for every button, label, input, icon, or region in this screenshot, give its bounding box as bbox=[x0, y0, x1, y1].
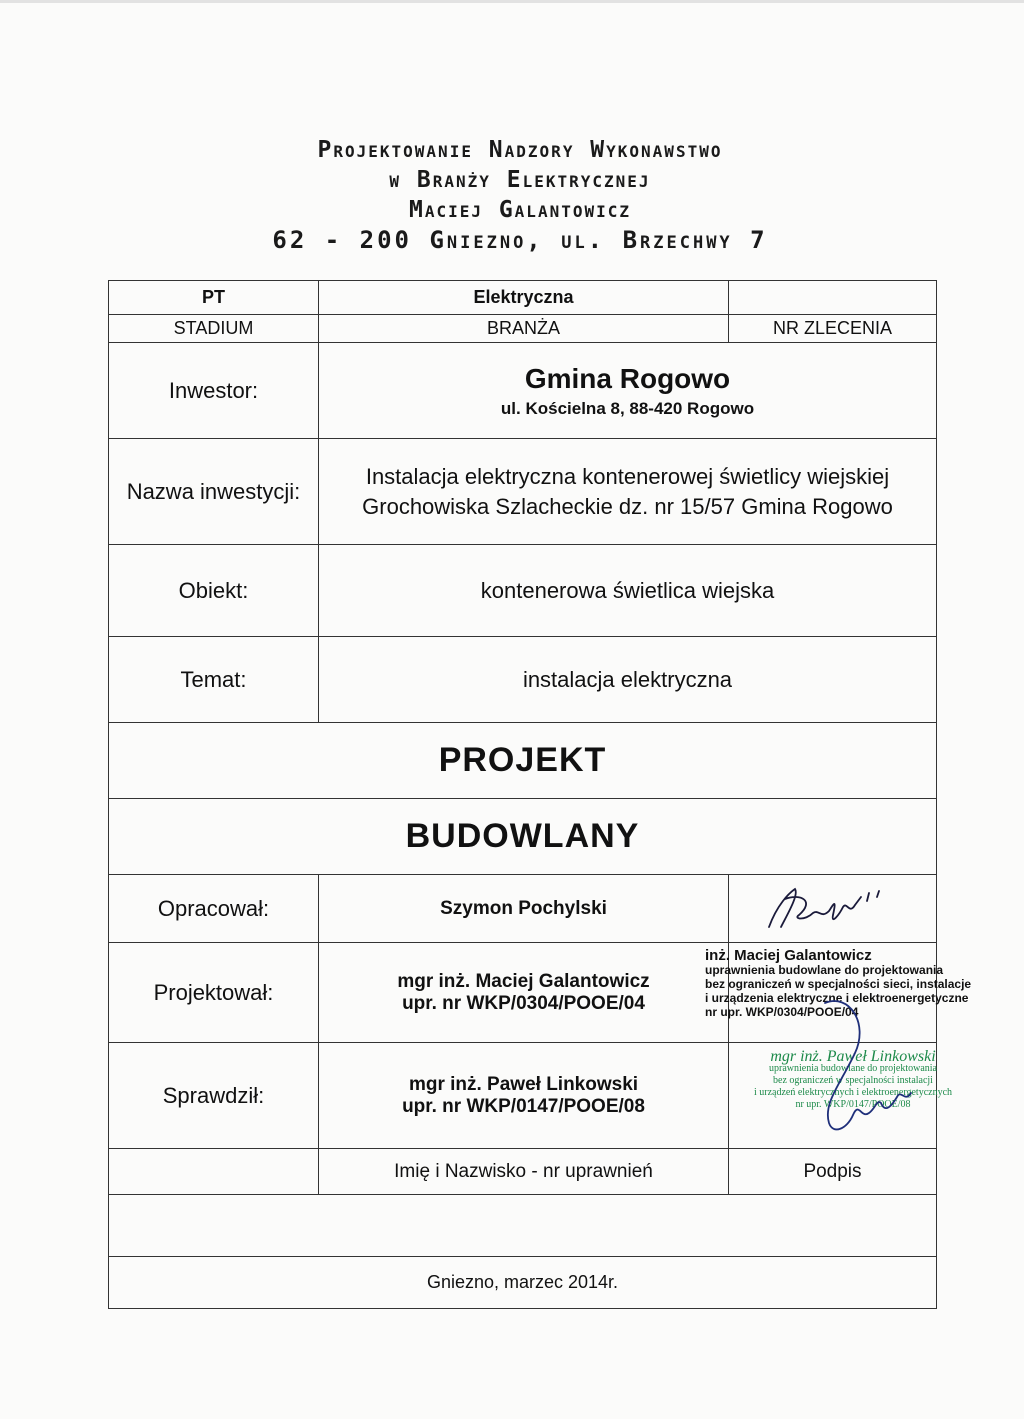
temat-value: instalacja elektryczna bbox=[319, 637, 937, 723]
branza-value: Elektryczna bbox=[319, 281, 729, 315]
stamp-maciej-line-3: i urządzenia elektryczne i elektroenergetyczne bbox=[705, 991, 969, 1005]
caption-signature-column: Podpis bbox=[729, 1149, 937, 1195]
stadium-value: PT bbox=[109, 281, 319, 315]
projektowal-stamp-cell bbox=[705, 943, 972, 1043]
scan-edge bbox=[0, 0, 1024, 3]
stamp-pawel-line-2: bez ograniczeń w specjalności instalacji bbox=[773, 1075, 933, 1086]
caption-name-column: Imię i Nazwisko - nr uprawnień bbox=[319, 1149, 729, 1195]
company-header bbox=[160, 135, 880, 255]
document-title-line-2: BUDOWLANY bbox=[109, 799, 937, 875]
caption-empty-cell bbox=[109, 1149, 319, 1195]
title-page-table bbox=[108, 280, 972, 1309]
nazwa-line-2: Grochowiska Szlacheckie dz. nr 15/57 Gmina Rogowo bbox=[362, 493, 893, 519]
inwestor-value bbox=[319, 343, 937, 439]
obiekt-value: kontenerowa świetlica wiejska bbox=[319, 545, 937, 637]
stamp-pawel-line-4: nr upr. WKP/0147/POOE/08 bbox=[795, 1099, 911, 1110]
empty-row bbox=[109, 1195, 937, 1257]
branza-label: BRANŻA bbox=[319, 315, 729, 343]
stadium-label: STADIUM bbox=[109, 315, 319, 343]
obiekt-label: Obiekt: bbox=[109, 545, 319, 637]
stamp-maciej-line-1: uprawnienia budowlane do projektowania bbox=[705, 963, 944, 977]
nazwa-value bbox=[319, 439, 937, 545]
company-line-1: Projektowanie Nadzory Wykonawstwo bbox=[317, 137, 723, 163]
place-and-date: Gniezno, marzec 2014r. bbox=[109, 1257, 937, 1309]
stamp-maciej-galantowicz bbox=[705, 949, 995, 1019]
stamp-maciej-line-2: bez ograniczeń w specjalności sieci, instalacje bbox=[705, 977, 972, 991]
sprawdzil-value bbox=[319, 1043, 729, 1149]
temat-label: Temat: bbox=[109, 637, 319, 723]
projektowal-value bbox=[319, 943, 729, 1043]
nazwa-label: Nazwa inwestycji: bbox=[109, 439, 319, 545]
projektowal-upr: upr. nr WKP/0304/POOE/04 bbox=[402, 992, 645, 1014]
nr-zlecenia-value bbox=[729, 281, 937, 315]
stamp-pawel-name: mgr inż. Paweł Linkowski bbox=[770, 1048, 936, 1065]
nazwa-line-1: Instalacja elektryczna kontenerowej świetlicy wiejskiej bbox=[365, 463, 890, 489]
opracowal-signature bbox=[729, 875, 937, 943]
inwestor-name: Gmina Rogowo bbox=[524, 362, 731, 394]
stamp-maciej-line-4: nr upr. WKP/0304/POOE/04 bbox=[705, 1005, 859, 1019]
inwestor-address: ul. Kościelna 8, 88-420 Rogowo bbox=[500, 398, 755, 418]
nr-zlecenia-label: NR ZLECENIA bbox=[729, 315, 937, 343]
sprawdzil-stamp-cell bbox=[729, 1043, 953, 1149]
stamp-maciej-name: inż. Maciej Galantowicz bbox=[705, 947, 872, 964]
company-address: 62 - 200 Gniezno, ul. Brzechwy 7 bbox=[272, 226, 768, 254]
opracowal-name: Szymon Pochylski bbox=[319, 875, 729, 943]
sprawdzil-label: Sprawdził: bbox=[109, 1043, 319, 1149]
document-title-line-1: PROJEKT bbox=[109, 723, 937, 799]
stamp-pawel-linkowski bbox=[733, 1048, 973, 1111]
sprawdzil-name: mgr inż. Paweł Linkowski bbox=[408, 1073, 639, 1095]
projektowal-label: Projektował: bbox=[109, 943, 319, 1043]
inwestor-label: Inwestor: bbox=[109, 343, 319, 439]
stamp-pawel-line-1: uprawnienia budowlane do projektowania bbox=[768, 1063, 937, 1074]
stamp-pawel-line-3: i urządzeń elektrycznych i elektroenergetycznych bbox=[753, 1087, 953, 1098]
company-line-2: w Branży Elektrycznej bbox=[389, 167, 651, 193]
sprawdzil-upr: upr. nr WKP/0147/POOE/08 bbox=[402, 1095, 645, 1117]
opracowal-label: Opracował: bbox=[109, 875, 319, 943]
company-line-3: Maciej Galantowicz bbox=[408, 197, 632, 223]
handwritten-signature bbox=[729, 875, 937, 943]
projektowal-name: mgr inż. Maciej Galantowicz bbox=[397, 970, 650, 992]
